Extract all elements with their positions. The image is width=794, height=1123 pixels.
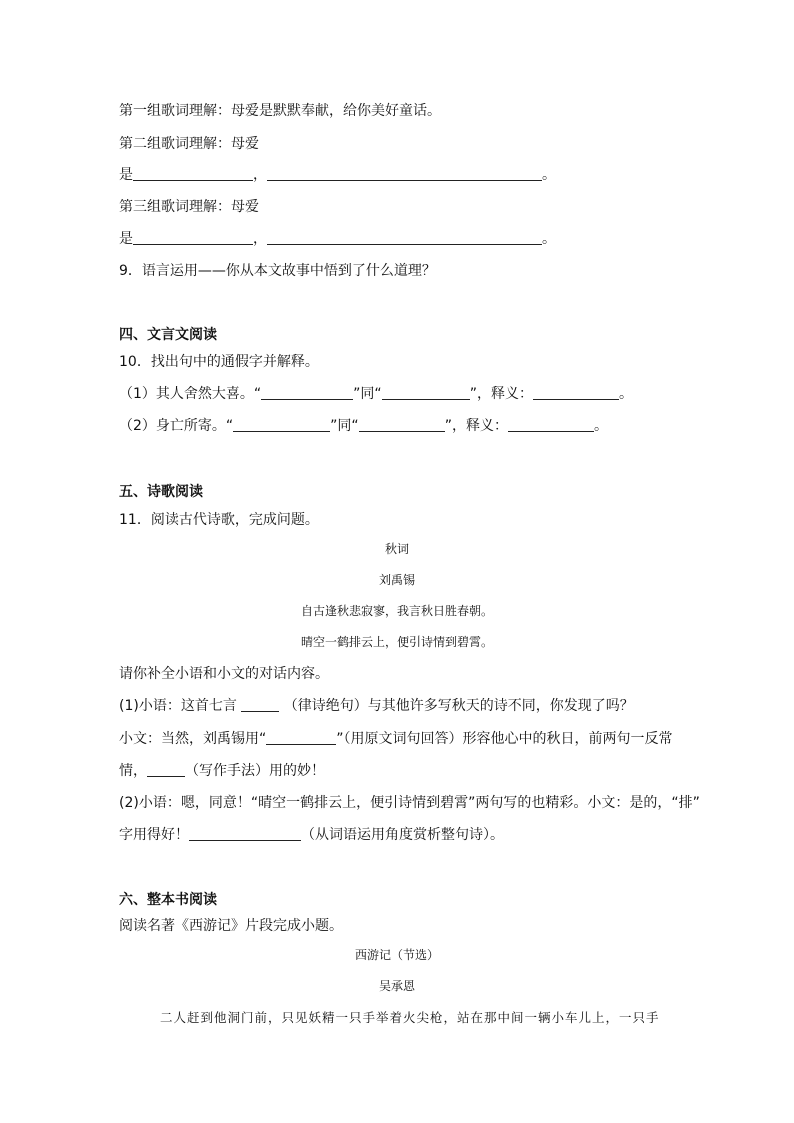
period: 。 xyxy=(542,167,556,183)
section-6-intro: 阅读名著《西游记》片段完成小题。 xyxy=(119,918,343,934)
question-10: 10．找出句中的通假字并解释。 xyxy=(119,354,319,370)
answer-blank[interactable] xyxy=(508,417,594,432)
answer-blank[interactable] xyxy=(241,697,279,712)
answer-blank[interactable] xyxy=(266,730,336,745)
question-10-item-1: （1）其人舍然大喜。“ ”同“ ”，释义： 。 xyxy=(119,386,633,402)
excerpt-line-1: 二人赶到他洞门前，只见妖精一只手举着火尖枪，站在那中间一辆小车儿上，一只手 xyxy=(160,1010,660,1025)
answer-blank[interactable] xyxy=(267,166,542,181)
poem-line-1: 自古逢秋悲寂寥，我言秋日胜春朝。 xyxy=(300,604,493,618)
comma: ， xyxy=(253,167,267,183)
excerpt-title: 西游记（节选） xyxy=(354,948,439,962)
lyrics-group-1: 第一组歌词理解：母爱是默默奉献，给你美好童话。 xyxy=(119,103,441,119)
lyrics-group-3-answer xyxy=(119,229,556,249)
answer-blank[interactable] xyxy=(147,762,185,777)
dialogue-line-3: 情， （写作手法）用的妙！ xyxy=(119,763,325,779)
question-9: 9．语言运用——你从本文故事中悟到了什么道理？ xyxy=(119,263,436,279)
question-10-item-2: （2）身亡所寄。“ ”同“ ”，释义： 。 xyxy=(119,418,608,434)
answer-blank[interactable] xyxy=(382,385,470,400)
answer-blank[interactable] xyxy=(261,385,353,400)
lyrics-group-2-answer xyxy=(119,165,556,185)
dialogue-prompt: 请你补全小语和小文的对话内容。 xyxy=(119,666,329,682)
section-6-heading: 六、整本书阅读 xyxy=(119,892,217,908)
answer-blank[interactable] xyxy=(189,826,301,841)
is-char: 是 xyxy=(119,231,133,247)
section-5-heading: 五、诗歌阅读 xyxy=(119,484,203,500)
section-4-heading: 四、文言文阅读 xyxy=(119,327,217,343)
answer-blank[interactable] xyxy=(533,385,619,400)
dialogue-line-5: 字用得好！ （从词语运用角度赏析整句诗）。 xyxy=(119,827,504,843)
poem-line-2: 晴空一鹤排云上，便引诗情到碧霄。 xyxy=(300,635,493,649)
dialogue-line-1: (1)小语：这首七言 （律诗绝句）与其他许多写秋天的诗不同，你发现了吗？ xyxy=(119,698,634,714)
lyrics-group-2-lead: 第二组歌词理解：母爱 xyxy=(119,136,259,152)
poem-author: 刘禹锡 xyxy=(378,573,415,587)
lyrics-group-3-lead: 第三组歌词理解：母爱 xyxy=(119,199,259,215)
answer-blank[interactable] xyxy=(133,166,253,181)
comma: ， xyxy=(253,231,267,247)
is-char: 是 xyxy=(119,167,133,183)
answer-blank[interactable] xyxy=(267,230,542,245)
answer-blank[interactable] xyxy=(133,230,253,245)
answer-blank[interactable] xyxy=(233,417,330,432)
question-11: 11．阅读古代诗歌，完成问题。 xyxy=(119,512,319,528)
answer-blank[interactable] xyxy=(359,417,445,432)
dialogue-line-4: (2)小语：嗯，同意！“晴空一鹤排云上，便引诗情到碧霄”两句写的也精彩。小文：是的，“排” xyxy=(119,795,700,811)
poem-title: 秋词 xyxy=(384,542,409,556)
excerpt-author: 吴承恩 xyxy=(378,979,415,993)
period: 。 xyxy=(542,231,556,247)
dialogue-line-2: 小文：当然，刘禹锡用“ ”（用原文词句回答）形容他心中的秋日，前两句一反常 xyxy=(119,731,673,747)
